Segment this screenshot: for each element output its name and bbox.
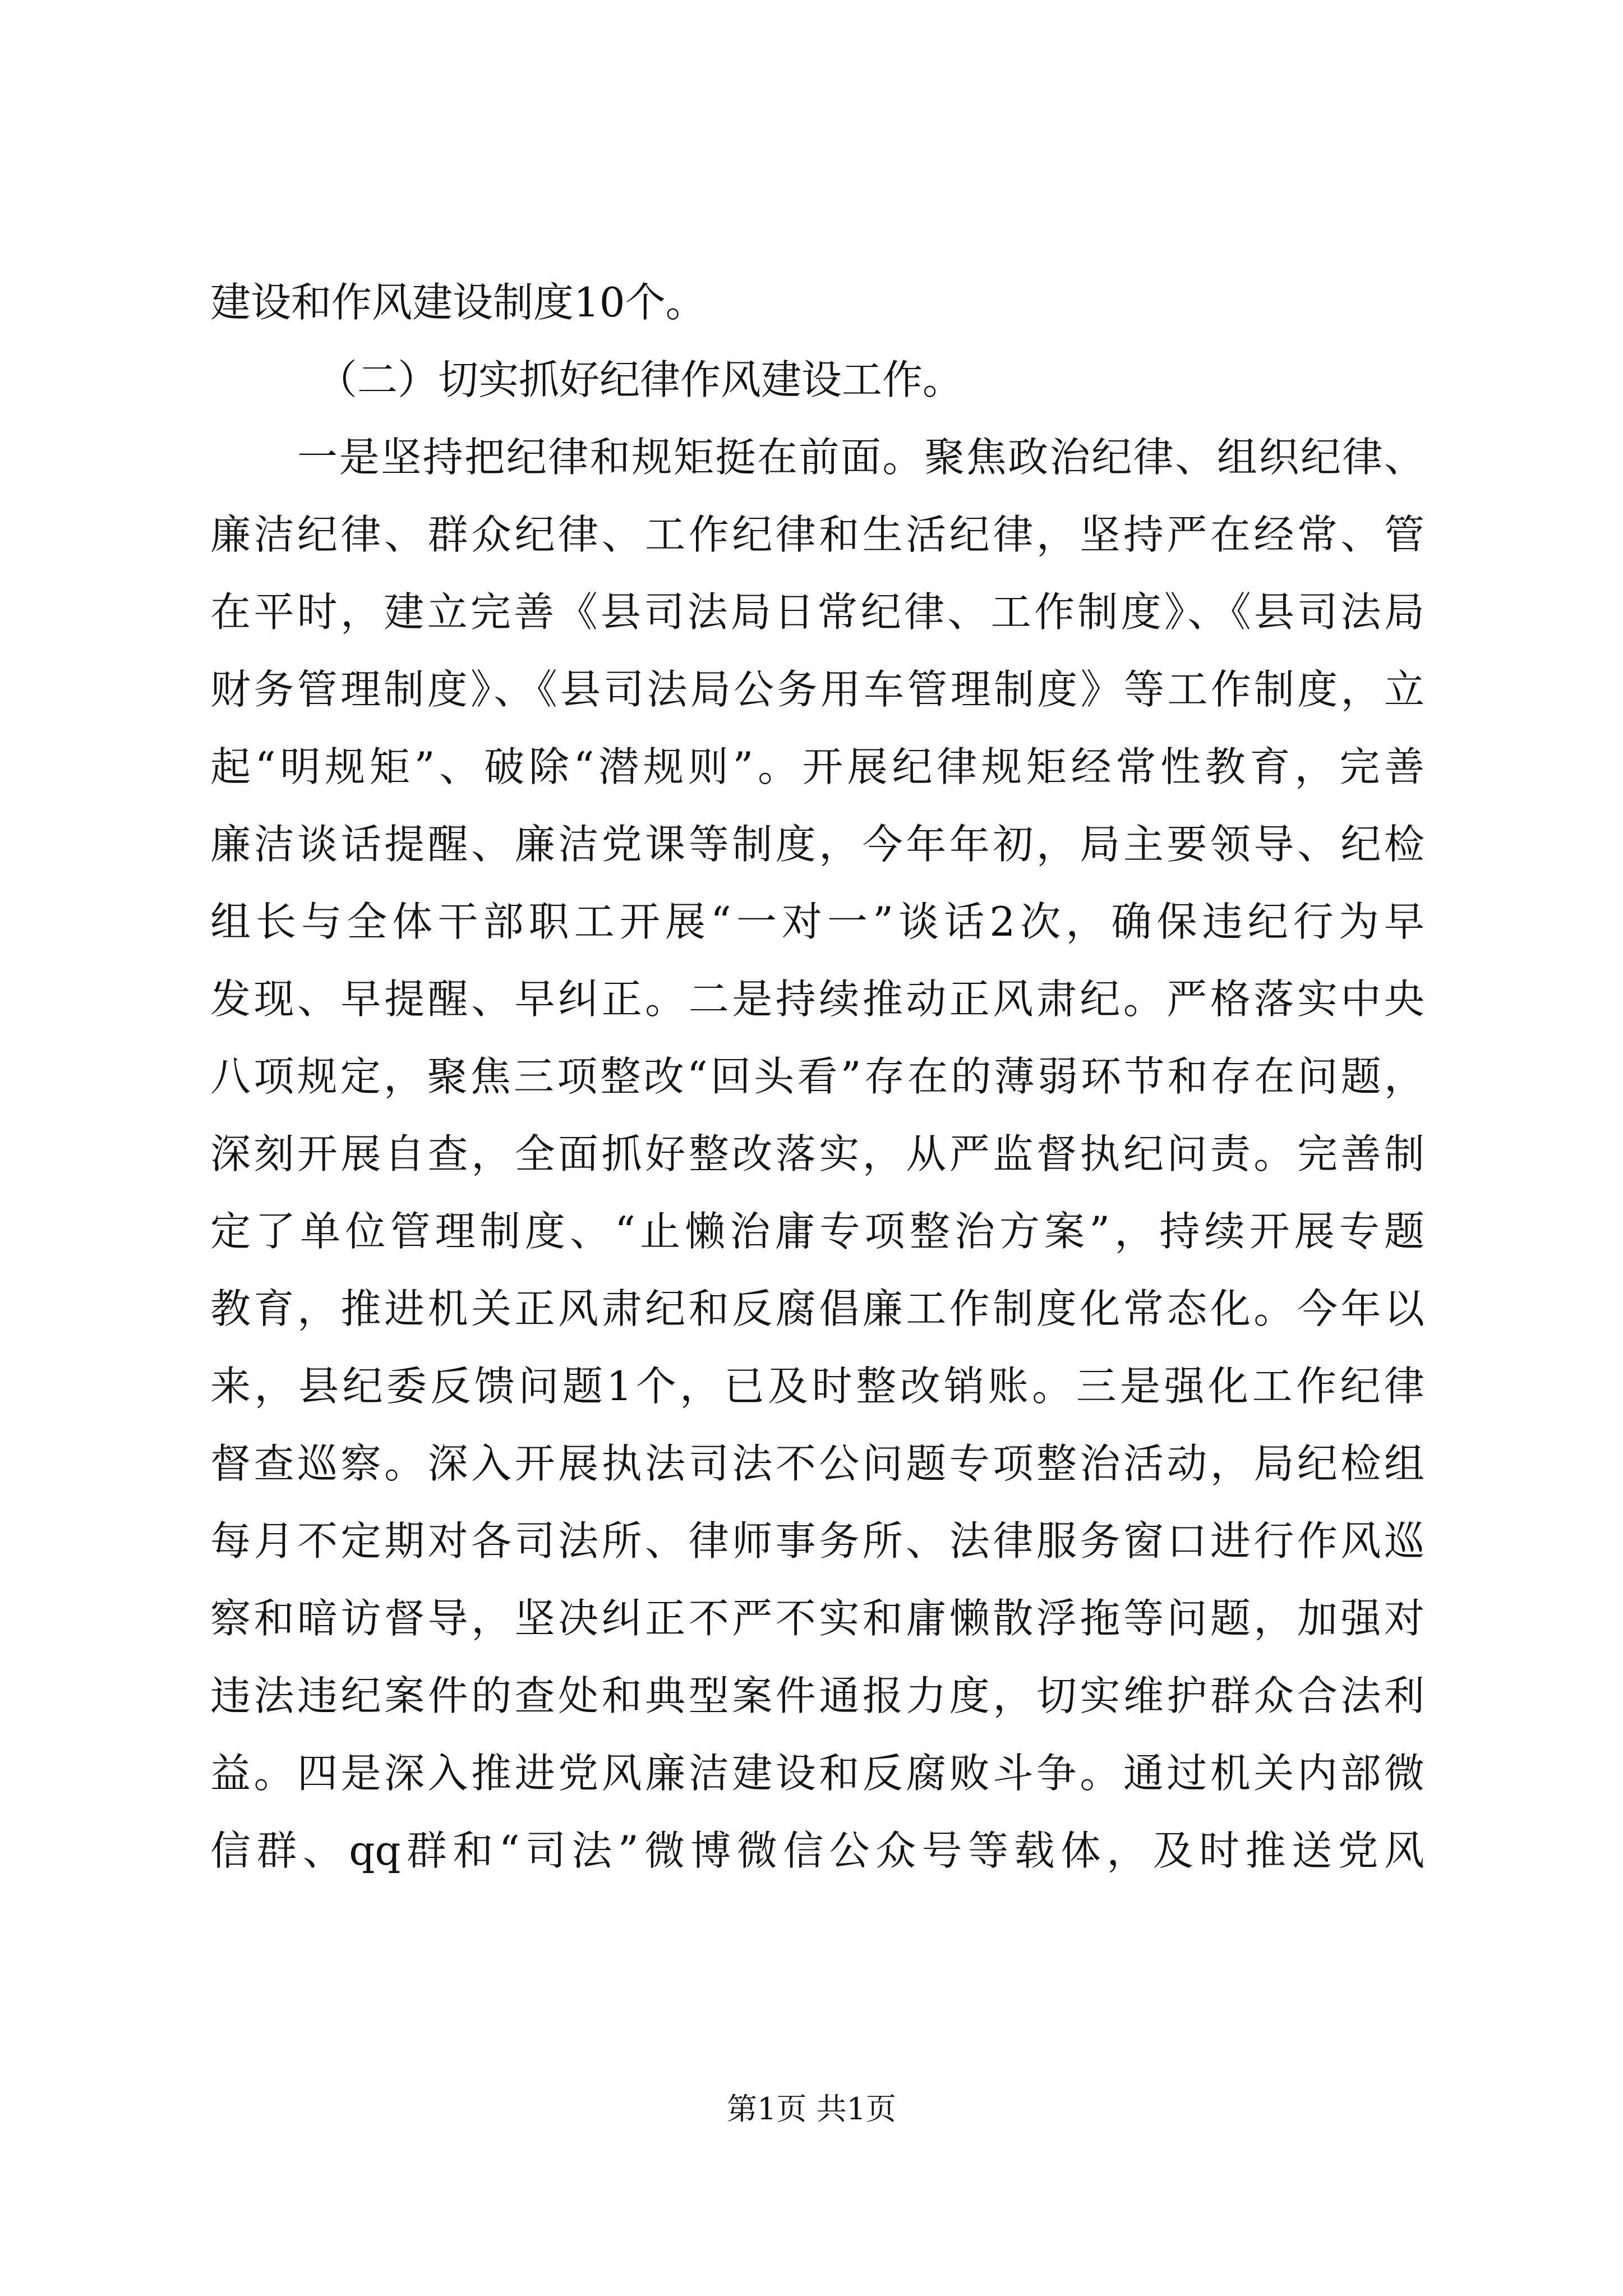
text-line: 信群、qq群和“司法”微博微信公众号等载体，及时推送党风: [210, 1827, 1424, 1874]
text-line: 组长与全体干部职工开展“一对一”谈话2次，确保违纪行为早: [210, 898, 1424, 945]
text-line: 察和暗访督导，坚决纠正不严不实和庸懒散浮拖等问题，加强对: [210, 1595, 1424, 1642]
text-line: 督查巡察。深入开展执法司法不公问题专项整治活动，局纪检组: [210, 1440, 1424, 1487]
document-body: [210, 264, 1424, 1889]
text-line: 定了单位管理制度、“止懒治庸专项整治方案”，持续开展专题: [210, 1208, 1424, 1255]
text-line: 八项规定，聚焦三项整改“回头看”存在的薄弱环节和存在问题，: [210, 1053, 1424, 1100]
text-line: 益。四是深入推进党风廉洁建设和反腐败斗争。通过机关内部微: [210, 1750, 1424, 1797]
text-line: 财务管理制度》、《县司法局公务用车管理制度》等工作制度，立: [210, 666, 1424, 713]
text-line: 教育，推进机关正风肃纪和反腐倡廉工作制度化常态化。今年以: [210, 1285, 1424, 1332]
text-line: 一是坚持把纪律和规矩挺在前面。聚焦政治纪律、组织纪律、: [297, 434, 1424, 481]
page-number-label: 第1页 共1页: [727, 2091, 896, 2127]
text-line: 起“明规矩”、破除“潜规则”。开展纪律规矩经常性教育，完善: [210, 743, 1424, 790]
text-line: 廉洁纪律、群众纪律、工作纪律和生活纪律，坚持严在经常、管: [210, 511, 1424, 558]
text-line: 发现、早提醒、早纠正。二是持续推动正风肃纪。严格落实中央: [210, 976, 1424, 1023]
text-line: 建设和作风建设制度10个。: [210, 279, 706, 326]
page-footer: [0, 2087, 1623, 2132]
text-line: 深刻开展自查，全面抓好整改落实，从严监督执纪问责。完善制: [210, 1130, 1424, 1177]
section-heading: （二）切实抓好纪律作风建设工作。: [317, 356, 963, 403]
text-line: 每月不定期对各司法所、律师事务所、法律服务窗口进行作风巡: [210, 1517, 1424, 1565]
text-line: 廉洁谈话提醒、廉洁党课等制度，今年年初，局主要领导、纪检: [210, 821, 1424, 868]
text-line: 来，县纪委反馈问题1个，已及时整改销账。三是强化工作纪律: [210, 1363, 1424, 1410]
text-line: 在平时，建立完善《县司法局日常纪律、工作制度》、《县司法局: [210, 588, 1424, 636]
text-line: 违法违纪案件的查处和典型案件通报力度，切实维护群众合法利: [210, 1672, 1424, 1719]
